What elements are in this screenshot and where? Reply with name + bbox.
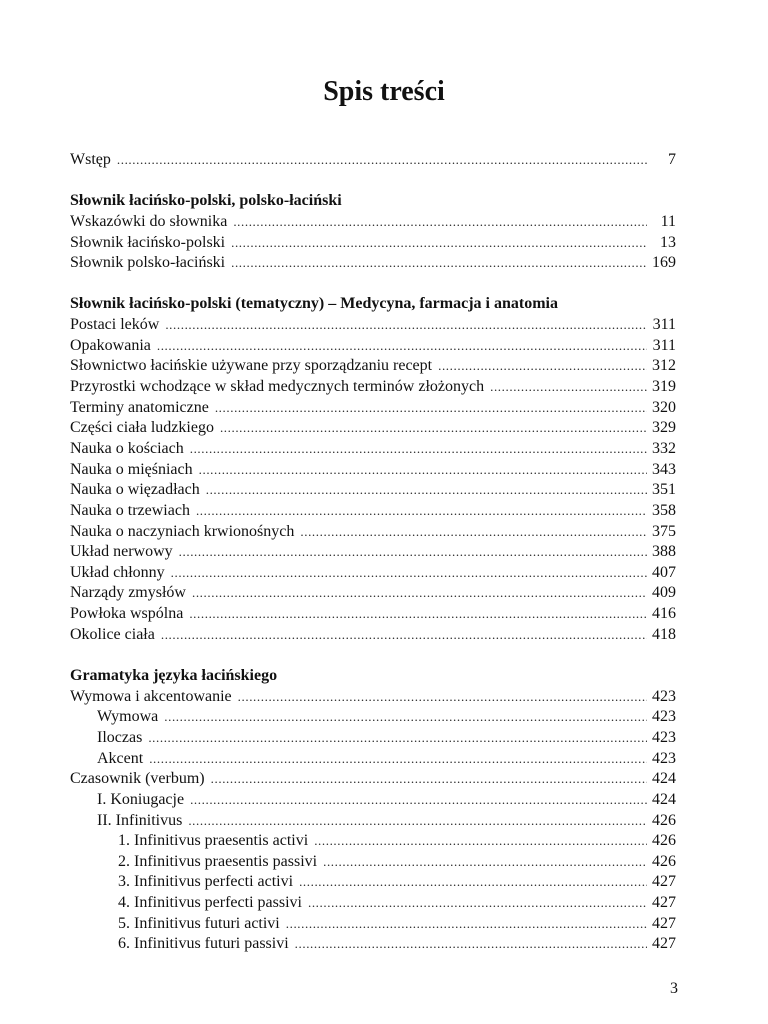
toc-entry-page: 351 <box>652 481 676 499</box>
toc-entry-label: 3. Infinitivus perfecti activi <box>118 873 294 891</box>
dot-leader <box>299 872 647 893</box>
toc-entry-page: 358 <box>652 501 676 519</box>
dot-leader <box>149 749 647 770</box>
toc-entry[interactable] <box>70 542 676 563</box>
toc-entry-page: 343 <box>652 460 676 478</box>
toc-entry-page: 423 <box>652 749 676 767</box>
toc-entry-label: Powłoka wspólna <box>70 605 184 623</box>
toc-entry[interactable] <box>70 769 676 790</box>
toc-spacer <box>70 274 676 295</box>
table-of-contents <box>70 150 676 955</box>
toc-entry-label: Narządy zmysłów <box>70 584 186 602</box>
toc-entry-label: Przyrostki wchodzące w skład medycznych terminów złożonych <box>70 378 485 396</box>
toc-entry-page: 409 <box>652 584 676 602</box>
toc-entry[interactable] <box>70 625 676 646</box>
toc-heading-label: Gramatyka języka łacińskiego <box>70 667 278 685</box>
toc-entry-label: Nauka o trzewiach <box>70 501 190 519</box>
toc-entry-label: I. Koniugacje <box>97 790 185 808</box>
toc-entry-page: 423 <box>652 708 676 726</box>
dot-leader <box>171 563 647 584</box>
toc-entry-label: 2. Infinitivus praesentis passivi <box>118 852 318 870</box>
toc-entry[interactable] <box>70 728 676 749</box>
toc-entry-label: Okolice ciała <box>70 625 155 643</box>
dot-leader <box>192 583 647 604</box>
toc-entry-label: Układ chłonny <box>70 563 165 581</box>
dot-leader <box>196 501 647 522</box>
toc-entry-page: 427 <box>652 935 676 953</box>
toc-entry[interactable] <box>70 563 676 584</box>
dot-leader <box>314 831 647 852</box>
toc-section-heading <box>70 666 676 687</box>
dot-leader <box>215 398 647 419</box>
toc-entry-label: Nauka o mięśniach <box>70 460 193 478</box>
toc-entry-label: Terminy anatomiczne <box>70 398 209 416</box>
toc-entry-label: Czasownik (verbum) <box>70 770 205 788</box>
toc-entry[interactable] <box>70 914 676 935</box>
dot-leader <box>300 522 647 543</box>
dot-leader <box>164 707 647 728</box>
toc-entry-label: Nauka o naczyniach krwionośnych <box>70 522 295 540</box>
toc-entry[interactable] <box>70 811 676 832</box>
toc-entry-label: Opakowania <box>70 336 151 354</box>
dot-leader <box>438 356 647 377</box>
dot-leader <box>148 728 647 749</box>
toc-entry[interactable] <box>70 150 676 171</box>
toc-entry-page: 418 <box>652 625 676 643</box>
toc-entry[interactable] <box>70 707 676 728</box>
dot-leader <box>165 315 647 336</box>
toc-entry-page: 423 <box>652 728 676 746</box>
toc-entry[interactable] <box>70 934 676 955</box>
toc-entry[interactable] <box>70 253 676 274</box>
toc-entry[interactable] <box>70 356 676 377</box>
toc-entry-page: 13 <box>660 233 676 251</box>
toc-entry-page: 424 <box>652 790 676 808</box>
toc-entry-label: Słownictwo łacińskie używane przy sporządzaniu recept <box>70 357 433 375</box>
toc-entry-page: 7 <box>668 151 676 168</box>
toc-entry-page: 427 <box>652 914 676 932</box>
dot-leader <box>188 811 647 832</box>
page-title: Spis treści <box>323 76 445 107</box>
toc-entry-page: 311 <box>652 316 676 334</box>
toc-entry-page: 416 <box>652 605 676 623</box>
toc-entry-page: 332 <box>652 439 676 457</box>
toc-entry[interactable] <box>70 852 676 873</box>
dot-leader <box>308 893 647 914</box>
dot-leader <box>190 439 647 460</box>
toc-heading-label: Słownik łacińsko-polski (tematyczny) – Medycyna, farmacja i anatomia <box>70 295 558 313</box>
toc-entry[interactable] <box>70 604 676 625</box>
dot-leader <box>323 852 647 873</box>
toc-entry-page: 426 <box>652 832 676 850</box>
toc-section-heading <box>70 191 676 212</box>
toc-entry[interactable] <box>70 687 676 708</box>
toc-entry-label: Nauka o więzadłach <box>70 481 200 499</box>
dot-leader <box>157 336 647 357</box>
dot-leader <box>233 212 647 233</box>
toc-entry[interactable] <box>70 749 676 770</box>
toc-entry[interactable] <box>70 377 676 398</box>
toc-entry[interactable] <box>70 501 676 522</box>
toc-entry-label: 1. Infinitivus praesentis activi <box>118 832 309 850</box>
toc-entry[interactable] <box>70 418 676 439</box>
toc-entry-page: 320 <box>652 398 676 416</box>
dot-leader <box>286 914 647 935</box>
toc-entry-label: Słownik łacińsko-polski <box>70 233 226 251</box>
toc-entry-page: 426 <box>652 852 676 870</box>
toc-entry-label: Nauka o kościach <box>70 439 184 457</box>
toc-entry-label: Wymowa i akcentowanie <box>70 687 232 705</box>
dot-leader <box>295 934 647 955</box>
dot-leader <box>220 418 647 439</box>
toc-entry-page: 388 <box>652 543 676 561</box>
toc-entry-page: 427 <box>652 873 676 891</box>
toc-entry-page: 312 <box>652 357 676 375</box>
toc-entry-page: 424 <box>652 770 676 788</box>
toc-entry[interactable] <box>70 439 676 460</box>
dot-leader <box>179 542 647 563</box>
dot-leader <box>189 604 647 625</box>
toc-entry-page: 427 <box>652 894 676 912</box>
toc-section-heading <box>70 294 676 315</box>
dot-leader <box>238 687 647 708</box>
toc-entry-label: 4. Infinitivus perfecti passivi <box>118 894 302 912</box>
toc-entry-label: Akcent <box>97 749 144 767</box>
toc-entry[interactable] <box>70 583 676 604</box>
toc-entry[interactable] <box>70 522 676 543</box>
toc-spacer <box>70 171 676 192</box>
toc-entry-page: 169 <box>652 254 676 272</box>
toc-entry[interactable] <box>70 233 676 254</box>
toc-entry-label: II. Infinitivus <box>97 811 183 829</box>
toc-entry-page: 407 <box>652 563 676 581</box>
toc-entry-page: 319 <box>652 378 676 396</box>
toc-entry[interactable] <box>70 831 676 852</box>
toc-entry-page: 311 <box>652 336 676 354</box>
toc-entry-label: Postaci leków <box>70 316 160 334</box>
dot-leader <box>190 790 647 811</box>
toc-entry-label: Wymowa <box>97 708 159 726</box>
toc-entry-label: 6. Infinitivus futuri passivi <box>118 935 289 953</box>
toc-entry-label: Iloczas <box>97 728 143 746</box>
dot-leader <box>161 625 647 646</box>
toc-entry-page: 375 <box>652 522 676 540</box>
toc-entry[interactable] <box>70 336 676 357</box>
dot-leader <box>231 233 647 254</box>
toc-entry-page: 11 <box>660 212 676 230</box>
dot-leader <box>206 480 647 501</box>
toc-heading-label: Słownik łacińsko-polski, polsko-łaciński <box>70 192 342 210</box>
toc-entry[interactable] <box>70 893 676 914</box>
dot-leader <box>211 769 647 790</box>
toc-entry[interactable] <box>70 790 676 811</box>
toc-entry-label: Wstęp <box>70 151 111 168</box>
toc-entry-page: 329 <box>652 419 676 437</box>
dot-leader <box>231 253 647 274</box>
toc-entry-label: Słownik polsko-łaciński <box>70 254 226 272</box>
toc-spacer <box>70 645 676 666</box>
dot-leader <box>490 377 647 398</box>
toc-entry-label: 5. Infinitivus futuri activi <box>118 914 280 932</box>
dot-leader <box>117 150 647 171</box>
toc-entry[interactable] <box>70 460 676 481</box>
toc-entry-label: Układ nerwowy <box>70 543 173 561</box>
page-number: 3 <box>670 980 678 997</box>
toc-entry[interactable] <box>70 398 676 419</box>
toc-entry-label: Części ciała ludzkiego <box>70 419 214 437</box>
toc-entry-page: 423 <box>652 687 676 705</box>
toc-entry[interactable] <box>70 872 676 893</box>
dot-leader <box>199 460 647 481</box>
toc-entry[interactable] <box>70 480 676 501</box>
toc-entry-label: Wskazówki do słownika <box>70 212 228 230</box>
toc-entry-page: 426 <box>652 811 676 829</box>
toc-entry[interactable] <box>70 212 676 233</box>
toc-entry[interactable] <box>70 315 676 336</box>
